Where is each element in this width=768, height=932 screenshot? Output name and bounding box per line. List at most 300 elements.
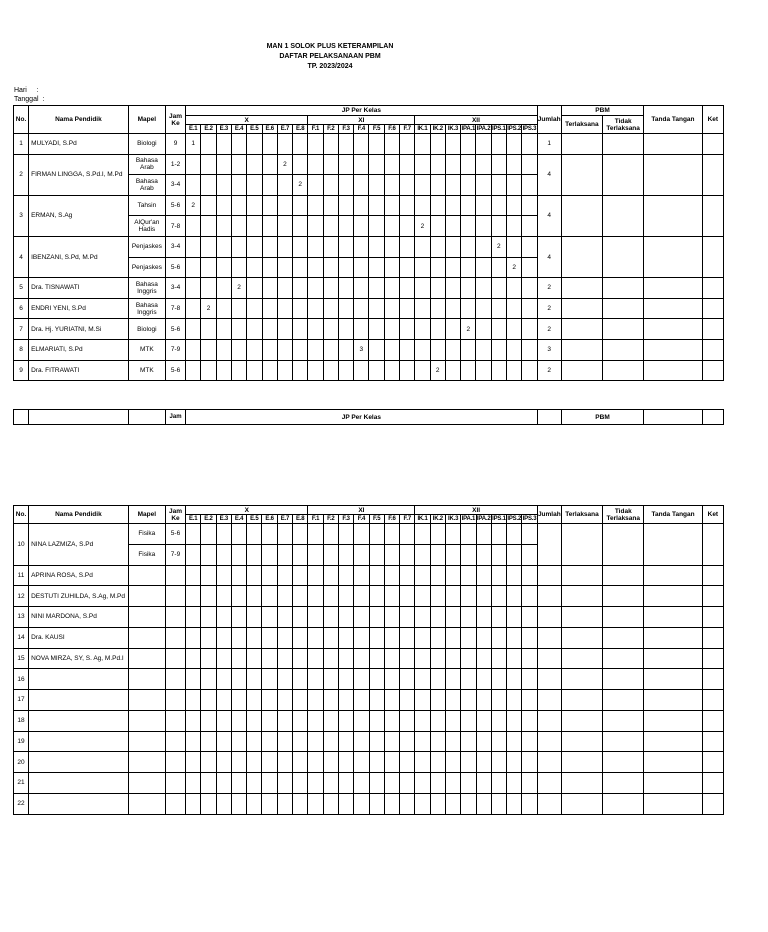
jp-cell xyxy=(384,648,399,669)
col-class-19: IPA.2 xyxy=(476,515,491,522)
lesson-hour: 5-6 xyxy=(165,195,185,216)
tidak-terlaksana-cell xyxy=(603,360,644,381)
jp-cell xyxy=(354,565,369,586)
row-no: 11 xyxy=(14,565,29,586)
row-jumlah xyxy=(537,710,561,731)
jp-cell xyxy=(445,195,460,216)
jp-cell xyxy=(507,607,522,628)
tidak-terlaksana-cell xyxy=(603,773,644,794)
jp-cell xyxy=(507,752,522,773)
jp-cell xyxy=(461,257,476,278)
jp-cell xyxy=(231,669,246,690)
table-row xyxy=(14,154,724,175)
jp-cell xyxy=(507,236,522,257)
teacher-name: ERMAN, S.Ag xyxy=(29,195,129,236)
row-jumlah: 2 xyxy=(537,360,561,381)
jp-cell xyxy=(186,175,201,196)
ket-cell xyxy=(702,586,723,607)
col-class-6: E.7 xyxy=(277,515,292,524)
jp-cell xyxy=(507,731,522,752)
jp-cell xyxy=(277,134,292,155)
stub-mapel xyxy=(128,410,165,425)
jp-cell xyxy=(476,257,491,278)
jp-cell xyxy=(323,690,338,711)
row-no: 15 xyxy=(14,648,29,669)
jp-cell xyxy=(247,195,262,216)
jp-cell xyxy=(461,710,476,731)
jp-cell xyxy=(430,607,445,628)
jp-cell xyxy=(262,319,277,340)
col-class-16: IK.2 xyxy=(430,515,445,524)
terlaksana-cell xyxy=(561,360,602,381)
jp-cell xyxy=(216,690,231,711)
col-terlaksana: Terlaksana xyxy=(561,506,602,524)
ket-cell xyxy=(702,278,723,299)
jp-cell xyxy=(507,793,522,814)
jp-cell xyxy=(461,752,476,773)
jp-cell xyxy=(216,298,231,319)
jp-cell xyxy=(507,544,522,565)
pbm-table-page-2 xyxy=(13,505,724,815)
lesson-hour: 7-8 xyxy=(165,298,185,319)
jp-cell xyxy=(216,607,231,628)
col-jp-per-kelas: JP Per Kelas xyxy=(186,106,538,116)
jp-cell xyxy=(491,752,506,773)
jp-cell xyxy=(476,298,491,319)
ket-cell xyxy=(702,607,723,628)
col-class-17: IK.3 xyxy=(445,125,460,134)
col-tanda-tangan: Tanda Tangan xyxy=(644,106,702,134)
jp-cell xyxy=(491,793,506,814)
jp-cell xyxy=(262,298,277,319)
jp-cell xyxy=(415,195,430,216)
jp-cell xyxy=(415,752,430,773)
jp-cell xyxy=(277,648,292,669)
ket-cell xyxy=(702,236,723,277)
jp-cell xyxy=(491,565,506,586)
jp-cell xyxy=(445,669,460,690)
tanggal-label: Tanggal : xyxy=(14,96,45,103)
jp-cell xyxy=(201,319,216,340)
jp-cell xyxy=(400,524,415,545)
jp-cell xyxy=(293,298,308,319)
col-mapel: Mapel xyxy=(128,106,165,134)
jp-cell xyxy=(186,319,201,340)
jp-cell xyxy=(522,690,537,711)
subject: Penjaskes xyxy=(128,257,165,278)
col-class-13: F.6 xyxy=(384,125,399,134)
row-no: 12 xyxy=(14,586,29,607)
jp-cell xyxy=(354,669,369,690)
jp-cell xyxy=(415,236,430,257)
table-row xyxy=(14,319,724,340)
jp-cell xyxy=(338,607,353,628)
table-row xyxy=(14,586,724,607)
jp-cell xyxy=(231,710,246,731)
signature-cell xyxy=(644,648,702,669)
table-row xyxy=(14,195,724,216)
jp-cell xyxy=(415,731,430,752)
col-class-21: IPS.2 xyxy=(507,515,522,522)
ket-cell xyxy=(702,524,723,566)
subject xyxy=(128,648,165,669)
jp-cell xyxy=(247,586,262,607)
jp-cell xyxy=(522,216,537,237)
subject: Bahasa Arab xyxy=(128,175,165,196)
jp-cell xyxy=(201,195,216,216)
lesson-hour xyxy=(165,690,185,711)
terlaksana-cell xyxy=(561,586,602,607)
jp-cell xyxy=(445,752,460,773)
tidak-terlaksana-cell xyxy=(603,278,644,299)
jp-cell xyxy=(522,360,537,381)
stub-jp-per-kelas: JP Per Kelas xyxy=(186,410,538,425)
jp-cell xyxy=(293,339,308,360)
subject xyxy=(128,565,165,586)
jp-cell xyxy=(415,627,430,648)
col-ket: Ket xyxy=(702,506,723,524)
signature-cell xyxy=(644,195,702,236)
col-class-12: F.5 xyxy=(369,125,384,134)
subject xyxy=(128,731,165,752)
jp-cell xyxy=(476,690,491,711)
jp-cell xyxy=(384,257,399,278)
jp-cell xyxy=(338,134,353,155)
jp-cell xyxy=(354,236,369,257)
signature-cell xyxy=(644,752,702,773)
lesson-hour: 7-9 xyxy=(165,544,185,565)
jp-cell xyxy=(186,544,201,565)
jp-cell xyxy=(262,690,277,711)
terlaksana-cell xyxy=(561,298,602,319)
tidak-terlaksana-cell xyxy=(603,298,644,319)
jp-cell xyxy=(186,257,201,278)
lesson-hour: 5-6 xyxy=(165,524,185,545)
jp-cell xyxy=(415,175,430,196)
jp-cell xyxy=(445,565,460,586)
teacher-name xyxy=(29,773,129,794)
subject xyxy=(128,690,165,711)
jp-cell xyxy=(293,360,308,381)
jp-cell xyxy=(445,627,460,648)
jp-cell xyxy=(216,773,231,794)
jp-cell xyxy=(415,298,430,319)
jp-cell xyxy=(476,216,491,237)
jp-cell xyxy=(277,236,292,257)
jp-cell xyxy=(277,216,292,237)
jp-cell xyxy=(323,195,338,216)
jp-cell xyxy=(216,134,231,155)
jp-cell xyxy=(247,524,262,545)
col-class-12: F.5 xyxy=(369,515,384,524)
lesson-hour: 5-6 xyxy=(165,257,185,278)
jp-cell xyxy=(384,731,399,752)
table-row xyxy=(14,565,724,586)
jp-cell xyxy=(354,648,369,669)
jp-cell xyxy=(430,319,445,340)
jp-cell xyxy=(507,710,522,731)
jp-cell xyxy=(354,627,369,648)
row-jumlah: 3 xyxy=(537,339,561,360)
jp-cell xyxy=(476,627,491,648)
jp-cell xyxy=(491,544,506,565)
jp-cell xyxy=(231,134,246,155)
teacher-name xyxy=(29,731,129,752)
row-jumlah xyxy=(537,731,561,752)
row-no: 10 xyxy=(14,524,29,566)
signature-cell xyxy=(644,773,702,794)
row-jumlah: 4 xyxy=(537,236,561,277)
jp-cell xyxy=(461,793,476,814)
row-jumlah xyxy=(537,627,561,648)
school-name: MAN 1 SOLOK PLUS KETERAMPILAN xyxy=(266,43,394,50)
ket-cell xyxy=(702,648,723,669)
jp-cell xyxy=(293,648,308,669)
jp-cell xyxy=(201,544,216,565)
jp-cell xyxy=(400,773,415,794)
col-group-xi: XI xyxy=(308,506,415,515)
jp-cell xyxy=(293,731,308,752)
jp-cell xyxy=(262,607,277,628)
jp-cell xyxy=(384,669,399,690)
jp-cell xyxy=(491,319,506,340)
lesson-hour xyxy=(165,731,185,752)
jp-cell xyxy=(507,134,522,155)
row-no: 20 xyxy=(14,752,29,773)
jp-cell xyxy=(186,793,201,814)
jp-cell xyxy=(323,669,338,690)
jp-cell xyxy=(323,154,338,175)
jp-cell xyxy=(415,524,430,545)
jp-cell xyxy=(507,524,522,545)
jp-cell xyxy=(354,607,369,628)
jp-cell xyxy=(231,627,246,648)
jp-cell xyxy=(400,627,415,648)
jp-cell xyxy=(384,134,399,155)
jp-cell xyxy=(277,607,292,628)
col-class-14: F.7 xyxy=(400,125,415,134)
jp-cell xyxy=(354,731,369,752)
jp-cell xyxy=(369,134,384,155)
jp-cell xyxy=(338,195,353,216)
jp-cell xyxy=(491,586,506,607)
jp-cell xyxy=(507,195,522,216)
teacher-name xyxy=(29,690,129,711)
ket-cell xyxy=(702,731,723,752)
jp-cell xyxy=(231,586,246,607)
jp-cell xyxy=(476,773,491,794)
col-class-22: IPS.3 xyxy=(522,515,537,522)
jp-cell xyxy=(522,339,537,360)
tidak-terlaksana-cell xyxy=(603,319,644,340)
jp-cell xyxy=(445,648,460,669)
jp-cell xyxy=(338,360,353,381)
jp-cell xyxy=(247,544,262,565)
table-row xyxy=(14,669,724,690)
jp-cell xyxy=(231,216,246,237)
jp-cell xyxy=(338,339,353,360)
jp-cell xyxy=(323,627,338,648)
col-jam: Jam Ke xyxy=(165,506,185,524)
teacher-name xyxy=(29,752,129,773)
jp-cell xyxy=(400,216,415,237)
terlaksana-cell xyxy=(561,669,602,690)
lesson-hour xyxy=(165,565,185,586)
lesson-hour: 3-4 xyxy=(165,278,185,299)
signature-cell xyxy=(644,690,702,711)
jp-cell xyxy=(247,752,262,773)
lesson-hour xyxy=(165,710,185,731)
jp-cell xyxy=(400,586,415,607)
jp-cell xyxy=(415,690,430,711)
jp-cell xyxy=(430,524,445,545)
jp-cell xyxy=(186,710,201,731)
terlaksana-cell xyxy=(561,134,602,155)
jp-cell xyxy=(369,565,384,586)
jp-cell xyxy=(491,154,506,175)
subject: Biologi xyxy=(128,319,165,340)
jp-cell xyxy=(293,752,308,773)
jp-cell xyxy=(445,607,460,628)
jp-cell xyxy=(262,134,277,155)
jp-cell xyxy=(293,793,308,814)
jp-cell xyxy=(293,710,308,731)
row-jumlah xyxy=(537,793,561,814)
col-class-7: E.8 xyxy=(293,125,308,134)
col-group-x: X xyxy=(186,116,308,125)
signature-cell xyxy=(644,524,702,566)
subject xyxy=(128,793,165,814)
jp-cell xyxy=(384,752,399,773)
jp-cell xyxy=(369,339,384,360)
jp-cell xyxy=(369,154,384,175)
jp-cell: 2 xyxy=(277,154,292,175)
jp-cell xyxy=(201,216,216,237)
tidak-terlaksana-cell xyxy=(603,627,644,648)
jp-cell xyxy=(491,339,506,360)
jp-cell xyxy=(201,648,216,669)
tidak-terlaksana-cell xyxy=(603,690,644,711)
jp-cell xyxy=(216,195,231,216)
jp-cell xyxy=(338,319,353,340)
jp-cell xyxy=(262,278,277,299)
jp-cell xyxy=(522,731,537,752)
row-jumlah xyxy=(537,524,561,566)
jp-cell xyxy=(522,319,537,340)
col-class-2: E.3 xyxy=(216,515,231,524)
tidak-terlaksana-cell xyxy=(603,195,644,236)
jp-cell xyxy=(461,278,476,299)
jp-cell xyxy=(323,257,338,278)
jp-cell xyxy=(522,648,537,669)
jp-cell xyxy=(216,216,231,237)
jp-cell xyxy=(430,793,445,814)
jp-cell xyxy=(354,752,369,773)
jp-cell xyxy=(216,524,231,545)
jp-cell xyxy=(400,544,415,565)
jp-cell xyxy=(415,339,430,360)
jp-cell xyxy=(323,298,338,319)
subject: Penjaskes xyxy=(128,236,165,257)
jp-cell xyxy=(522,154,537,175)
jp-cell xyxy=(308,319,323,340)
jp-cell xyxy=(491,669,506,690)
jp-cell xyxy=(216,339,231,360)
jp-cell xyxy=(445,793,460,814)
jp-cell xyxy=(476,195,491,216)
jp-cell xyxy=(293,524,308,545)
jp-cell xyxy=(247,690,262,711)
jp-cell xyxy=(400,319,415,340)
jp-cell xyxy=(491,360,506,381)
jp-cell xyxy=(507,586,522,607)
jp-cell xyxy=(507,565,522,586)
jp-cell xyxy=(369,648,384,669)
jp-cell xyxy=(491,627,506,648)
jp-cell xyxy=(201,257,216,278)
jp-cell xyxy=(186,236,201,257)
jp-cell xyxy=(338,690,353,711)
jp-cell xyxy=(461,195,476,216)
signature-cell xyxy=(644,586,702,607)
jp-cell xyxy=(231,154,246,175)
jp-cell xyxy=(201,793,216,814)
jp-cell xyxy=(445,175,460,196)
jp-cell xyxy=(277,319,292,340)
jp-cell xyxy=(507,690,522,711)
signature-cell xyxy=(644,339,702,360)
jp-cell xyxy=(384,607,399,628)
jp-cell xyxy=(293,134,308,155)
jp-cell xyxy=(201,524,216,545)
jp-cell xyxy=(186,773,201,794)
lesson-hour: 9 xyxy=(165,134,185,155)
jp-cell xyxy=(491,175,506,196)
subject: MTK xyxy=(128,339,165,360)
jp-cell xyxy=(445,773,460,794)
jp-cell xyxy=(400,565,415,586)
jp-cell xyxy=(308,607,323,628)
tidak-terlaksana-cell xyxy=(603,565,644,586)
jp-cell xyxy=(201,690,216,711)
stub-pbm: PBM xyxy=(561,410,644,425)
jp-cell xyxy=(445,690,460,711)
jp-cell xyxy=(384,627,399,648)
subject xyxy=(128,669,165,690)
terlaksana-cell xyxy=(561,524,602,566)
jp-cell xyxy=(461,627,476,648)
jp-cell xyxy=(430,298,445,319)
jp-cell xyxy=(216,154,231,175)
jp-cell xyxy=(522,773,537,794)
jp-cell xyxy=(216,565,231,586)
tidak-terlaksana-cell xyxy=(603,586,644,607)
row-jumlah: 2 xyxy=(537,298,561,319)
jp-cell xyxy=(369,175,384,196)
jp-cell xyxy=(201,565,216,586)
jp-cell xyxy=(461,524,476,545)
jp-cell xyxy=(400,731,415,752)
jp-cell xyxy=(354,134,369,155)
col-class-8: F.1 xyxy=(308,515,323,524)
jp-cell xyxy=(369,752,384,773)
tidak-terlaksana-cell xyxy=(603,236,644,277)
jp-cell xyxy=(354,710,369,731)
jp-cell xyxy=(247,565,262,586)
jp-cell xyxy=(308,565,323,586)
col-jumlah: Jumlah xyxy=(537,106,561,134)
jp-cell xyxy=(293,669,308,690)
